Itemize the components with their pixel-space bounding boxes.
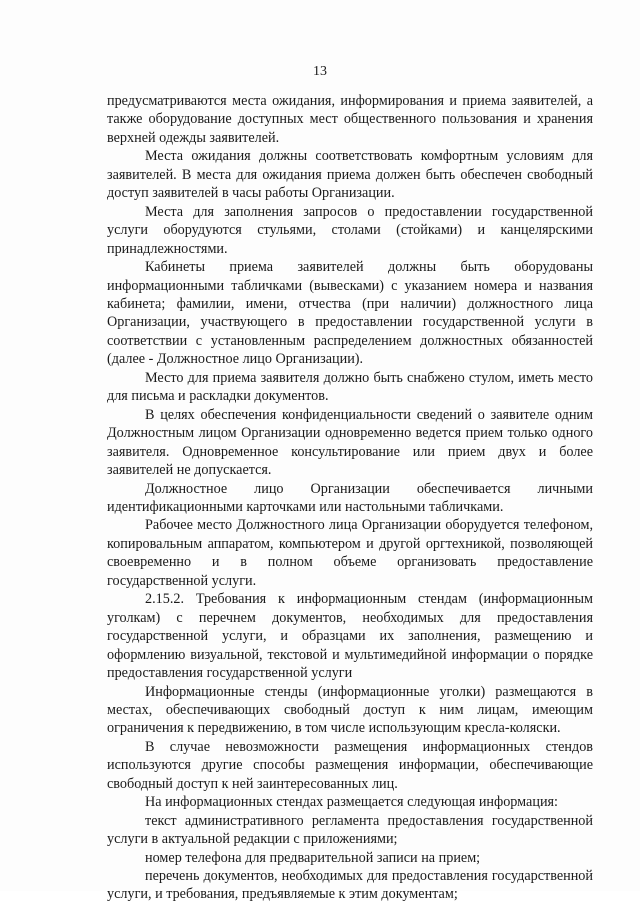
paragraph: номер телефона для предварительной записи на прием;	[145, 849, 481, 866]
paragraph: Место для приема заявителя должно быть снабжено стулом, иметь место для письма и раскладки документов.	[107, 369, 593, 405]
paragraph: Информационные стенды (информационные уголки) размещаются в местах, обеспечивающих свободный доступ к ним лицам, имеющим ограничения к передвижению, в том числе использующим кресла-коляски.	[107, 683, 593, 737]
paragraph: Кабинеты приема заявителей должны быть оборудованы информационными табличками (вывесками) с указанием номера и названия кабинета; фамилии, имени, отчества (при наличии) должностного лица Организации, участвующего в предоставлении государственной услуги в соответствии с установленным распределением должностных обязанностей (далее - Должностное лицо Организации).	[107, 259, 593, 368]
paragraph: Места для заполнения запросов о предоставлении государственной услуги оборудуются стульями, столами (стойками) и канцелярскими принадлежностями.	[107, 203, 593, 257]
body-text	[107, 92, 593, 904]
paragraph: На информационных стендах размещается следующая информация:	[145, 794, 559, 811]
paragraph: В целях обеспечения конфиденциальности сведений о заявителе одним Должностным лицом Организации одновременно ведется прием только одного заявителя. Одновременное консультирование или прием двух и более заявителей не допускается.	[107, 406, 593, 479]
paragraph: перечень документов, необходимых для предоставления государственной услуги, и требования, предъявляемые к этим документам;	[107, 868, 593, 903]
paragraph: В случае невозможности размещения информационных стендов используются другие способы размещения информации, обеспечивающие свободный доступ к ней заинтересованных лиц.	[107, 738, 593, 792]
paragraph: Места ожидания должны соответствовать комфортным условиям для заявителей. В места для ожидания приема должен быть обеспечен свободный доступ заявителей в часы работы Организации.	[107, 148, 593, 202]
paragraph: Должностное лицо Организации обеспечивается личными идентификационными карточками или настольными табличками.	[107, 480, 593, 515]
paragraph: текст административного регламента предоставления государственной услуги в актуальной редакции с приложениями;	[107, 812, 593, 848]
paragraph: Рабочее место Должностного лица Организации оборудуется телефоном, копировальным аппаратом, компьютером и другой оргтехникой, позволяющей своевременно и в полном объеме организовать предоставление государственной услуги.	[107, 517, 593, 589]
page-number: 13	[313, 64, 327, 79]
paragraph: предусматриваются места ожидания, информирования и приема заявителей, а также оборудование доступных мест общественного пользования и хранения верхней одежды заявителей.	[107, 93, 593, 146]
paragraph: 2.15.2. Требования к информационным стендам (информационным уголкам) с перечнем документов, необходимых для предоставления государственной услуги, и образцами их заполнения, размещению и оформлению визуальной, текстовой и мультимедийной информации о порядке предоставления государственной услуги	[107, 591, 593, 682]
